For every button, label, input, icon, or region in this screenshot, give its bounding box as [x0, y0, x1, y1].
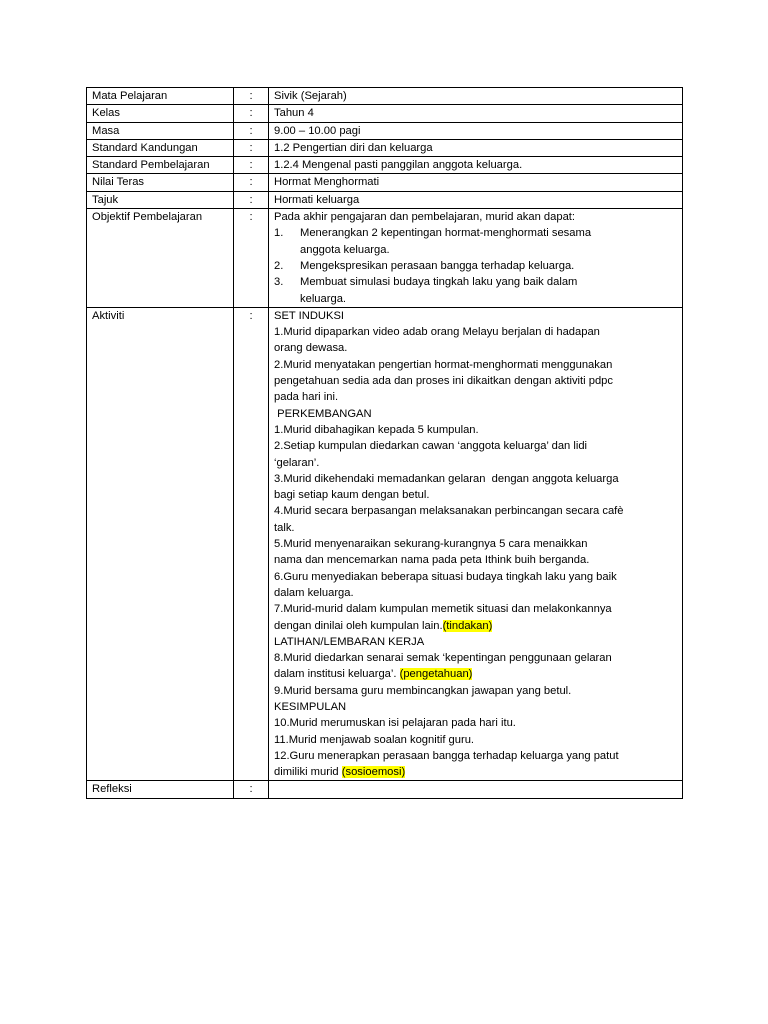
aktiviti-line: 10.Murid merumuskan isi pelajaran pada hari itu.	[274, 717, 516, 730]
highlight-tindakan: (tindakan)	[442, 619, 493, 632]
row-aktiviti	[87, 307, 683, 781]
aktiviti-line: 3.Murid dikehendaki memadankan gelaran dengan anggota keluarga	[274, 472, 619, 485]
row-standard-pembelajaran	[87, 157, 683, 174]
aktiviti-line: 2.Murid menyatakan pengertian hormat-menghormati menggunakan	[274, 358, 613, 371]
label-objektif: Objektif Pembelajaran	[87, 209, 234, 308]
colon: :	[234, 105, 269, 122]
label-refleksi: Refleksi	[87, 781, 234, 798]
row-refleksi	[87, 781, 683, 798]
colon: :	[234, 88, 269, 105]
row-nilai-teras	[87, 174, 683, 191]
aktiviti-line: orang dewasa.	[274, 342, 348, 355]
aktiviti-line: 5.Murid menyenaraikan sekurang-kurangnya 5 cara menaikkan	[274, 538, 588, 551]
aktiviti-line: 11.Murid menjawab soalan kognitif guru.	[274, 733, 475, 746]
objektif-item-number: 2.	[274, 259, 284, 272]
row-objektif	[87, 209, 683, 308]
aktiviti-line: 9.Murid bersama guru membincangkan jawapan yang betul.	[274, 684, 572, 697]
aktiviti-line: dalam keluarga.	[274, 586, 354, 599]
aktiviti-line: 8.Murid diedarkan senarai semak ‘kepentingan penggunaan gelaran	[274, 652, 612, 665]
aktiviti-line: 6.Guru menyediakan beberapa situasi budaya tingkah laku yang baik	[274, 570, 617, 583]
value-refleksi	[269, 781, 683, 798]
row-tajuk	[87, 191, 683, 208]
aktiviti-line: 4.Murid secara berpasangan melaksanakan perbincangan secara cafè	[274, 505, 624, 518]
aktiviti-line: 1.Murid dipaparkan video adab orang Melayu berjalan di hadapan	[274, 326, 600, 339]
colon: :	[234, 781, 269, 798]
colon: :	[234, 139, 269, 156]
row-mata-pelajaran	[87, 88, 683, 105]
objektif-item	[274, 225, 677, 258]
aktiviti-line: talk.	[274, 521, 295, 534]
aktiviti-line: pengetahuan sedia ada dan proses ini dikaitkan dengan aktiviti pdpc	[274, 375, 613, 388]
aktiviti-line: KESIMPULAN	[274, 700, 347, 713]
aktiviti-line: ‘gelaran’.	[274, 456, 320, 469]
value-tajuk: Hormati keluarga	[269, 191, 683, 208]
colon: :	[234, 157, 269, 174]
value-aktiviti	[269, 307, 683, 781]
aktiviti-line: SET INDUKSI	[274, 309, 345, 322]
aktiviti-line: 1.Murid dibahagikan kepada 5 kumpulan.	[274, 423, 479, 436]
label-mata-pelajaran: Mata Pelajaran	[87, 88, 234, 105]
value-standard-kandungan: 1.2 Pengertian diri dan keluarga	[269, 139, 683, 156]
aktiviti-line: LATIHAN/LEMBARAN KERJA	[274, 635, 425, 648]
aktiviti-line: nama dan mencemarkan nama pada peta Ithink buih berganda.	[274, 554, 590, 567]
aktiviti-line: bagi setiap kaum dengan betul.	[274, 489, 430, 502]
objektif-item-number: 3.	[274, 276, 284, 289]
objektif-intro: Pada akhir pengajaran dan pembelajaran, murid akan dapat:	[274, 211, 576, 224]
label-standard-kandungan: Standard Kandungan	[87, 139, 234, 156]
value-mata-pelajaran: Sivik (Sejarah)	[269, 88, 683, 105]
value-objektif	[269, 209, 683, 308]
aktiviti-line: dengan dinilai oleh kumpulan lain.(tindakan)	[274, 619, 493, 632]
label-tajuk: Tajuk	[87, 191, 234, 208]
colon: :	[234, 174, 269, 191]
label-kelas: Kelas	[87, 105, 234, 122]
value-nilai-teras: Hormat Menghormati	[269, 174, 683, 191]
objektif-item-text: Menerangkan 2 kepentingan hormat-menghormati sesama	[300, 227, 592, 240]
colon: :	[234, 209, 269, 308]
aktiviti-line: pada hari ini.	[274, 391, 339, 404]
aktiviti-line: 12.Guru menerapkan perasaan bangga terhadap keluarga yang patut	[274, 749, 619, 762]
row-masa	[87, 122, 683, 139]
value-standard-pembelajaran: 1.2.4 Mengenal pasti panggilan anggota keluarga.	[269, 157, 683, 174]
objektif-item-text-cont: anggota keluarga.	[300, 243, 390, 256]
highlight-sosioemosi: (sosioemosi)	[341, 766, 406, 779]
aktiviti-line: dimiliki murid (sosioemosi)	[274, 766, 406, 779]
lesson-plan-table	[86, 87, 683, 799]
row-standard-kandungan	[87, 139, 683, 156]
label-masa: Masa	[87, 122, 234, 139]
colon: :	[234, 307, 269, 781]
label-nilai-teras: Nilai Teras	[87, 174, 234, 191]
aktiviti-line: PERKEMBANGAN	[274, 407, 372, 420]
label-standard-pembelajaran: Standard Pembelajaran	[87, 157, 234, 174]
value-kelas: Tahun 4	[269, 105, 683, 122]
aktiviti-line: dalam institusi keluarga’. (pengetahuan)	[274, 668, 473, 681]
objektif-item-text: Membuat simulasi budaya tingkah laku yang baik dalam	[300, 276, 578, 289]
objektif-item-text-cont: keluarga.	[300, 292, 347, 305]
colon: :	[234, 191, 269, 208]
aktiviti-line: 2.Setiap kumpulan diedarkan cawan ‘anggota keluarga’ dan lidi	[274, 440, 588, 453]
value-masa: 9.00 – 10.00 pagi	[269, 122, 683, 139]
objektif-item	[274, 258, 677, 274]
objektif-item-number: 1.	[274, 227, 284, 240]
objektif-item	[274, 274, 677, 307]
row-kelas	[87, 105, 683, 122]
aktiviti-line: 7.Murid-murid dalam kumpulan memetik situasi dan melakonkannya	[274, 603, 612, 616]
colon: :	[234, 122, 269, 139]
highlight-pengetahuan: (pengetahuan)	[399, 668, 473, 681]
label-aktiviti: Aktiviti	[87, 307, 234, 781]
objektif-item-text: Mengekspresikan perasaan bangga terhadap keluarga.	[300, 259, 575, 272]
